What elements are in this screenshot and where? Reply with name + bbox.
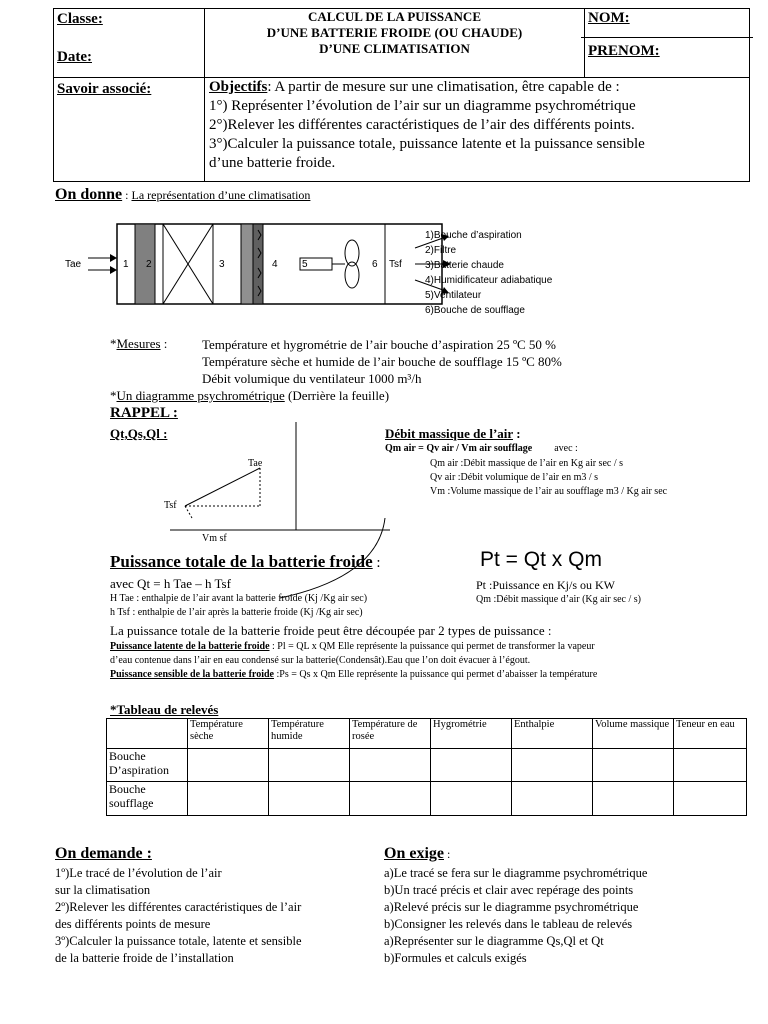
legend-item-3: 3)Batterie chaude <box>425 260 504 271</box>
exige-line-6: b)Formules et calculs exigés <box>384 951 527 965</box>
mesure-1: Température et hygrométrie de l’air bouche d’aspiration 25 ºC 50 % <box>202 337 556 352</box>
document-title <box>205 9 585 78</box>
demande-line-1: 1º)Le tracé de l’évolution de l’air <box>55 866 222 880</box>
objectifs-intro: : A partir de mesure sur une climatisation, être capable de : <box>267 79 620 95</box>
schema-num-3: 3 <box>219 259 225 270</box>
title-line-1: CALCUL DE LA PUISSANCE <box>307 9 481 24</box>
table-cell <box>188 749 269 782</box>
classe-label: Classe: <box>57 11 103 27</box>
on-donne-sep: : <box>122 188 132 202</box>
releves-header-row <box>107 719 747 749</box>
diagramme-label: Un diagramme psychrométrique <box>116 388 285 403</box>
schema-num-6: 6 <box>372 259 378 270</box>
filtre-element <box>135 224 155 304</box>
objectif-3: 3°)Calculer la puissance totale, puissance latente et la puissance sensible <box>209 136 645 152</box>
releves-header-2: Température humide <box>269 719 350 749</box>
schema-num-1: 1 <box>123 259 129 270</box>
table-cell <box>674 782 747 816</box>
on-exige-title: On exige <box>384 845 444 862</box>
releves-header-6: Volume massique <box>593 719 674 749</box>
exige-line-5: a)Représenter sur le diagramme Qs,Ql et Qt <box>384 934 604 948</box>
on-exige-heading: On exige : <box>384 845 451 862</box>
classe-date-cell <box>54 9 205 78</box>
schema-legend <box>425 228 552 318</box>
table-cell <box>674 749 747 782</box>
on-demande-title: On demande : <box>55 845 152 862</box>
table-cell <box>431 749 512 782</box>
table-cell <box>350 782 431 816</box>
objectif-2: 2°)Relever les différentes caractéristiques de l’air des différents points. <box>209 117 635 133</box>
objectif-1: 1°) Représenter l’évolution de l’air sur un diagramme psychrométrique <box>209 98 636 114</box>
legend-item-1: 1)Bouche d’aspiration <box>425 230 522 241</box>
table-cell <box>512 749 593 782</box>
demande-line-5: 3º)Calculer la puissance totale, latente et sensible <box>55 934 302 948</box>
prenom-label: PRENOM: <box>588 43 660 59</box>
objectifs-label: Objectifs <box>209 79 268 95</box>
table-cell <box>431 782 512 816</box>
on-demande-list <box>55 865 302 967</box>
objectifs-cell <box>205 78 750 182</box>
releves-header-7: Teneur en eau <box>674 719 747 749</box>
debit-title-line: Débit massique de l’air : <box>385 426 521 441</box>
schema-num-5: 5 <box>302 259 308 270</box>
pt-def: Pt :Puissance en Kj/s ou KW <box>476 578 615 592</box>
table-cell <box>593 749 674 782</box>
legend-item-6: 6)Bouche de soufflage <box>425 305 525 316</box>
latente-line <box>110 641 595 653</box>
demande-line-2: sur la climatisation <box>55 883 151 897</box>
demande-line-3: 2º)Relever les différentes caractéristiques de l’air <box>55 900 302 914</box>
table-cell <box>350 749 431 782</box>
legend-item-5: 5)Ventilateur <box>425 290 482 301</box>
qt-qs-ql-label: Qt,Qs,Ql : <box>110 426 168 441</box>
releves-table <box>106 718 747 816</box>
on-donne-heading <box>55 186 310 204</box>
on-exige-list <box>384 865 647 967</box>
debit-def-vm: Vm :Volume massique de l’air au soufflage m3 / Kg air sec <box>430 486 668 497</box>
mesure-2: Température sèche et humide de l’air bouche de soufflage 15 ºC 80% <box>202 354 562 369</box>
h-tsf-def: h Tsf : enthalpie de l’air après la batterie froide (Kj /Kg air sec) <box>110 607 363 618</box>
decoupee-text: La puissance totale de la batterie froide peut être découpée par 2 types de puissance : <box>110 623 552 638</box>
row-label-aspiration: Bouche D’aspiration <box>107 749 188 782</box>
qt-avec: avec Qt = h Tae – h Tsf <box>110 576 231 591</box>
graph-tsf-label: Tsf <box>164 500 177 511</box>
releves-title: *Tableau de relevés <box>110 702 219 717</box>
graph-evolution-line <box>185 468 260 506</box>
qm-def: Qm :Débit massique d’air (Kg air sec / s) <box>476 594 641 605</box>
title-line-3: D’UNE CLIMATISATION <box>319 41 470 56</box>
exige-line-3: a)Relevé précis sur le diagramme psychrométrique <box>384 900 639 914</box>
schema-tae-label: Tae <box>65 259 82 270</box>
nom-label: NOM: <box>588 10 630 26</box>
schema-num-4: 4 <box>272 259 278 270</box>
debit-formula-line <box>385 443 578 455</box>
on-donne-subtitle: La représentation d’une climatisation <box>131 188 311 202</box>
mesures-label: Mesures <box>116 336 161 351</box>
table-row <box>107 749 747 782</box>
row-label-soufflage: Bouche soufflage <box>107 782 188 816</box>
schema-tsf-label: Tsf <box>389 259 402 270</box>
table-row <box>107 782 747 816</box>
savoir-associe-label: Savoir associé: <box>57 81 152 97</box>
savoir-cell <box>54 78 205 182</box>
puissance-title: Puissance totale de la batterie froide <box>110 552 373 571</box>
h-tae-def: H Tae : enthalpie de l’air avant la batterie froide (Kj /Kg air sec) <box>110 593 368 604</box>
exige-line-4: b)Consigner les relevés dans le tableau de relevés <box>384 917 633 931</box>
latente-text-2: d’eau contenue dans l’air en eau condensé sur la batterie(Condensât).Eau que l’on doit évacuer à l’égout. <box>110 655 531 666</box>
on-donne-title: On donne <box>55 186 123 203</box>
rappel-title: RAPPEL : <box>110 405 178 421</box>
legend-item-4: 4)Humidificateur adiabatique <box>425 275 553 286</box>
table-cell <box>512 782 593 816</box>
graph-vm-label: Vm sf <box>202 533 227 544</box>
legend-item-2: 2)Filtre <box>425 245 457 256</box>
debit-avec: avec : <box>554 443 578 454</box>
header-table <box>53 8 750 182</box>
table-cell <box>269 749 350 782</box>
demande-line-4: des différents points de mesure <box>55 917 211 931</box>
releves-header-3: Température de rosée <box>350 719 431 749</box>
releves-header-0 <box>107 719 188 749</box>
exige-line-2: b)Un tracé précis et clair avec repérage des points <box>384 883 634 897</box>
sensible-line <box>110 669 597 681</box>
releves-header-1: Température sèche <box>188 719 269 749</box>
exige-line-1: a)Le tracé se fera sur le diagramme psychrométrique <box>384 866 648 880</box>
nom-prenom-cell <box>585 9 750 78</box>
latente-text: : Pl = QL x QM Elle représente la puissance qui permet de transformer la vapeur <box>269 641 595 652</box>
debit-definitions <box>430 457 667 499</box>
puissance-heading: Puissance totale de la batterie froide : <box>110 552 381 571</box>
releves-header-4: Hygrométrie <box>431 719 512 749</box>
date-label: Date: <box>57 49 92 65</box>
title-line-2: D’UNE BATTERIE FROIDE (OU CHAUDE) <box>266 25 523 40</box>
schema-num-2: 2 <box>146 259 152 270</box>
demande-line-6: de la batterie froide de l’installation <box>55 951 234 965</box>
mesure-3: Débit volumique du ventilateur 1000 m³/h <box>202 371 422 386</box>
debit-def-qm: Qm air :Débit massique de l’air en Kg air sec / s <box>430 458 623 469</box>
debit-def-qv: Qv air :Débit volumique de l’air en m3 / s <box>430 472 599 483</box>
objectif-4: d’une batterie froide. <box>209 155 336 171</box>
pt-formula: Pt = Qt x Qm <box>480 548 602 571</box>
table-cell <box>188 782 269 816</box>
releves-header-5: Enthalpie <box>512 719 593 749</box>
table-cell <box>593 782 674 816</box>
mesures-lines <box>202 336 562 387</box>
debit-formula: Qm air = Qv air / Vm air soufflage <box>385 443 533 454</box>
latente-label: Puissance latente de la batterie froide <box>110 641 270 652</box>
enthalpy-graph <box>110 420 400 600</box>
graph-tae-label: Tae <box>248 458 263 469</box>
table-cell <box>269 782 350 816</box>
humidificateur-element <box>241 224 253 304</box>
sensible-label: Puissance sensible de la batterie froide <box>110 669 274 680</box>
debit-title: Débit massique de l’air <box>385 426 513 441</box>
mesures-block: *Mesures : <box>110 336 168 351</box>
sensible-text: :Ps = Qs x Qm Elle représente la puissance qui permet d’abaisser la température <box>273 669 598 680</box>
diagramme-line: *Un diagramme psychrométrique (Derrière la feuille) <box>110 388 390 403</box>
